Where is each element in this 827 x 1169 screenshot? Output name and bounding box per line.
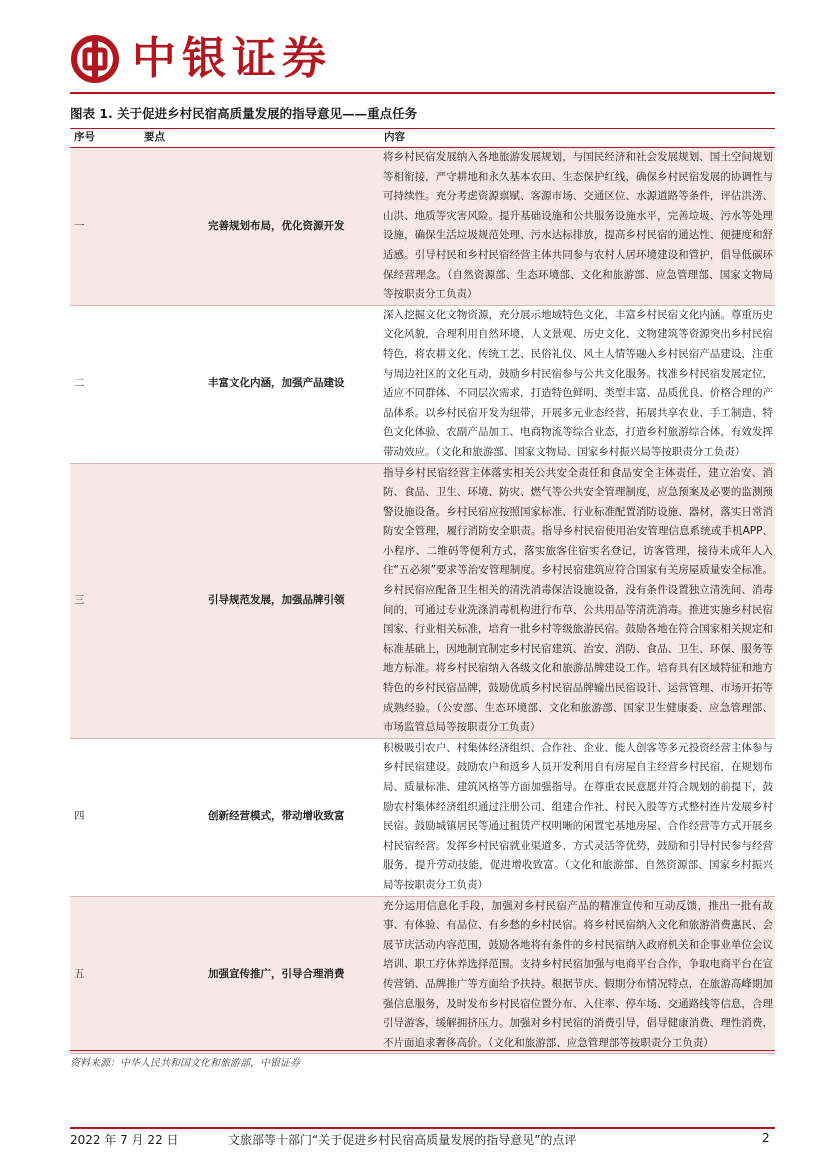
table-row <box>70 463 775 738</box>
column-header-number: 序号 <box>70 128 140 148</box>
row-content: 充分运用信息化手段，加强对乡村民宿产品的精准宣传和互动反馈，推出一批有故事、有体验、有品位、有乡愁的乡村民宿。将乡村民宿纳入文化和旅游消费惠民、会展节庆活动内容范围，鼓励各地将有条件的乡村民宿纳入政府机关和企事业单位会议培训、职工疗休养选择范围。支持乡村民宿加强与电商平台合作，争取电商平台在宣传营销、品牌推广等方面给予扶持。根据节庆、假期分布情况特点，在旅游高峰期加强信息服务，及时发布乡村民宿位置分布、入住率、停车场、交通路线等信息，合理引导游客，缓解拥挤压力。加强对乡村民宿的消费引导，倡导健康消费、理性消费，不片面追求奢侈高价。（文化和旅游部、应急管理部等按职责分工负责） <box>380 896 775 1054</box>
row-content: 积极吸引农户、村集体经济组织、合作社、企业、能人创客等多元投资经营主体参与乡村民宿建设。鼓励农户和返乡人员开发利用自有房屋自主经营乡村民宿，在规划布局、质量标准、建筑风格等方面加强指导。在尊重农民意愿并符合规划的前提下，鼓励农村集体经济组织通过注册公司、组建合作社、村民入股等方式整村连片发展乡村民宿。鼓励城镇居民等通过租赁产权明晰的闲置宅基地房屋、合作经营等方式开展乡村民宿经营。发挥乡村民宿就业渠道多、方式灵活等优势，鼓励和引导村民参与经营服务，提升劳动技能，促进增收致富。（文化和旅游部、自然资源部、国家乡村振兴局等按职责分工负责） <box>380 738 775 896</box>
table-row <box>70 738 775 896</box>
row-key-point: 创新经营模式，带动增收致富 <box>140 738 380 896</box>
row-content: 将乡村民宿发展纳入各地旅游发展规划，与国民经济和社会发展规划、国土空间规划等相衔接，严守耕地和永久基本农田、生态保护红线，确保乡村民宿发展的协调性与可持续性。充分考虑资源禀赋、客源市场、交通区位、水源道路等条件，评估洪涝、山洪、地质等灾害风险。提升基础设施和公共服务设施水平，完善垃圾、污水等处理设施，确保生活垃圾规范处理、污水达标排放，提高乡村民宿的通达性、便捷度和舒适感。引导村民和乡村民宿经营主体共同参与农村人居环境建设和管护，倡导低碳环保经营理念。（自然资源部、生态环境部、文化和旅游部、应急管理部、国家文物局等按职责分工负责） <box>380 148 775 306</box>
source-note: 资料来源：中华人民共和国文化和旅游部，中银证券 <box>70 1050 775 1069</box>
row-content: 深入挖掘文化文物资源，充分展示地域特色文化，丰富乡村民宿文化内涵。尊重历史文化风貌，合理利用自然环境、人文景观、历史文化、文物建筑等资源突出乡村民宿特色，将农耕文化、传统工艺、民俗礼仪、风土人情等融入乡村民宿产品建设，注重与周边社区的文化互动，鼓励乡村民宿参与公共文化服务。找准乡村民宿发展定位，适应不同群体、不同层次需求，打造特色鲜明、类型丰富、品质优良、价格合理的产品体系。以乡村民宿开发为纽带，开展多元业态经营，拓展共享农业、手工制造、特色文化体验、农副产品加工、电商物流等综合业态，打造乡村旅游综合体，有效发挥带动效应。（文化和旅游部、国家文物局、国家乡村振兴局等按职责分工负责） <box>380 305 775 463</box>
row-key-point: 丰富文化内涵，加强产品建设 <box>140 305 380 463</box>
row-key-point: 引导规范发展，加强品牌引领 <box>140 463 380 738</box>
footer-divider <box>70 1127 775 1129</box>
row-number: 三 <box>70 463 140 738</box>
page-number: 2 <box>762 1131 770 1145</box>
footer-date: 2022 年 7 月 22 日 <box>70 1133 179 1147</box>
table-caption: 图表 1. 关于促进乡村民宿高质量发展的指导意见——重点任务 <box>70 104 775 129</box>
column-header-content: 内容 <box>380 128 775 148</box>
table-row <box>70 305 775 463</box>
table-row <box>70 148 775 306</box>
row-content: 指导乡村民宿经营主体落实相关公共安全责任和食品安全主体责任，建立治安、消防、食品、卫生、环境、防灾、燃气等公共安全管理制度，应急预案及必要的监测预警设施设备。乡村民宿应按照国家标准、行业标准配置消防设施、器材，落实日常消防安全管理，履行消防安全职责。指导乡村民宿使用治安管理信息系统或手机APP、小程序、二维码等便利方式，落实旅客住宿实名登记，访客管理，接待未成年人入住“五必须”要求等治安管理制度。乡村民宿建筑应符合国家有关房屋质量安全标准。乡村民宿应配备卫生相关的清洗消毒保洁设施设备，没有条件设置独立清洗间、消毒间的，可通过专业洗涤消毒机构进行布草、公共用品等清洗消毒。推进实施乡村民宿国家、行业相关标准，培育一批乡村等级旅游民宿。鼓励各地在符合国家相关规定和标准基础上，因地制宜制定乡村民宿建筑、治安、消防、食品、卫生、环保、服务等地方标准。将乡村民宿纳入各级文化和旅游品牌建设工作。培育具有区域特征和地方特色的乡村民宿品牌，鼓励优质乡村民宿品牌输出民宿设计、运营管理、市场开拓等成熟经验。（公安部、生态环境部、文化和旅游部、国家卫生健康委、应急管理部、市场监管总局等按职责分工负责） <box>380 463 775 738</box>
row-key-point: 加强宣传推广，引导合理消费 <box>140 896 380 1054</box>
row-number: 二 <box>70 305 140 463</box>
footer-title: 文旅部等十部门“关于促进乡村民宿高质量发展的指导意见”的点评 <box>228 1133 577 1147</box>
key-tasks-table <box>70 128 775 1054</box>
row-number: 四 <box>70 738 140 896</box>
column-header-key-point: 要点 <box>140 128 380 148</box>
row-number: 一 <box>70 148 140 306</box>
row-key-point: 完善规划布局，优化资源开发 <box>140 148 380 306</box>
row-number: 五 <box>70 896 140 1054</box>
table-header-row <box>70 128 775 148</box>
bank-of-china-logo-icon <box>70 34 120 84</box>
brand-name: 中银证券 <box>132 33 332 84</box>
table-row <box>70 896 775 1054</box>
header-divider <box>70 92 775 94</box>
report-header <box>70 30 770 92</box>
